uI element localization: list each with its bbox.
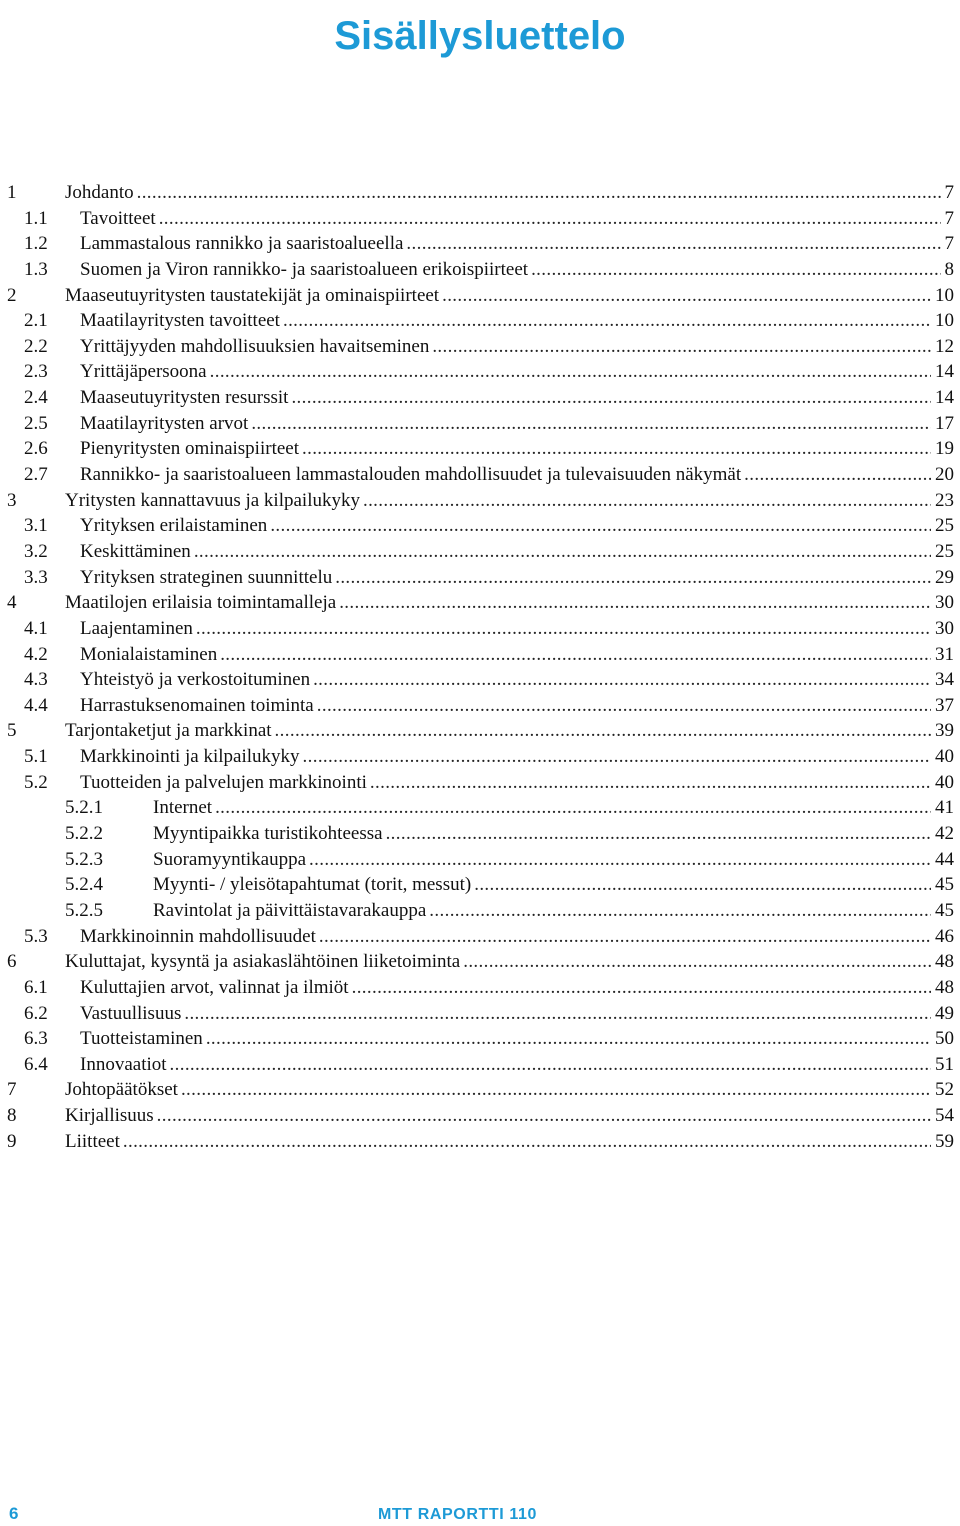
toc-entry-title: Harrastuksenomainen toiminta <box>80 694 314 716</box>
toc-dot-leader <box>275 718 931 744</box>
toc-dot-leader <box>170 1052 931 1078</box>
toc-entry[interactable] <box>0 642 960 668</box>
toc-entry[interactable] <box>0 1077 960 1103</box>
toc-dot-leader <box>270 513 931 539</box>
toc-entry-title: Maatilayritysten tavoitteet <box>80 310 280 332</box>
toc-entry-title: Tarjontaketjut ja markkinat <box>65 720 272 742</box>
toc-entry[interactable] <box>0 283 960 309</box>
toc-entry-page: 7 <box>944 207 954 229</box>
toc-entry-page: 51 <box>935 1053 954 1075</box>
toc-entry-page: 20 <box>935 464 954 486</box>
toc-entry-page: 14 <box>935 387 954 409</box>
toc-entry-title: Pienyritysten ominaispiirteet <box>80 438 299 460</box>
toc-entry-title: Kuluttajat, kysyntä ja asiakaslähtöinen liiketoiminta <box>65 951 461 973</box>
toc-entry-title: Maaseutuyritysten taustatekijät ja ominaispiirteet <box>65 284 440 306</box>
toc-entry[interactable] <box>0 436 960 462</box>
toc-entry-title: Kirjallisuus <box>65 1105 154 1127</box>
toc-entry-line <box>80 513 954 539</box>
toc-entry-number: 4.1 <box>24 617 48 639</box>
toc-entry-line <box>80 206 954 232</box>
toc-entry-title: Tuotteistaminen <box>80 1028 203 1050</box>
toc-entry-number: 2.7 <box>24 464 48 486</box>
toc-entry-page: 39 <box>935 720 954 742</box>
toc-entry-line <box>80 436 954 462</box>
toc-entry-line <box>65 949 954 975</box>
toc-dot-leader <box>137 180 941 206</box>
toc-entry-number: 5.2.2 <box>65 823 103 845</box>
toc-entry-number: 5.2.4 <box>65 874 103 896</box>
toc-entry[interactable] <box>0 488 960 514</box>
toc-entry-page: 8 <box>944 258 954 280</box>
toc-entry-page: 42 <box>935 823 954 845</box>
toc-dot-leader <box>181 1077 931 1103</box>
toc-entry-number: 5.1 <box>24 746 48 768</box>
toc-entry-line <box>80 385 954 411</box>
toc-dot-leader <box>206 1026 931 1052</box>
toc-entry[interactable] <box>0 847 960 873</box>
toc-entry-number: 2.5 <box>24 412 48 434</box>
toc-dot-leader <box>184 1001 931 1027</box>
toc-dot-leader <box>196 616 931 642</box>
toc-dot-leader <box>313 667 931 693</box>
toc-entry-number: 4.3 <box>24 669 48 691</box>
toc-entry[interactable] <box>0 616 960 642</box>
toc-dot-leader <box>442 283 931 309</box>
toc-entry-page: 14 <box>935 361 954 383</box>
toc-dot-leader <box>352 975 931 1001</box>
toc-entry-number: 2.6 <box>24 438 48 460</box>
toc-dot-leader <box>474 872 931 898</box>
toc-dot-leader <box>429 898 931 924</box>
toc-entry-title: Keskittäminen <box>80 540 191 562</box>
toc-entry-title: Lammastalous rannikko ja saaristoalueella <box>80 233 404 255</box>
toc-entry[interactable] <box>0 718 960 744</box>
toc-entry-title: Yritysten kannattavuus ja kilpailukyky <box>65 489 360 511</box>
toc-entry-page: 25 <box>935 515 954 537</box>
toc-dot-leader <box>215 795 931 821</box>
toc-entry-page: 10 <box>935 310 954 332</box>
toc-entry-title: Markkinointi ja kilpailukyky <box>80 746 300 768</box>
toc-entry-number: 9 <box>7 1130 17 1152</box>
toc-entry-line <box>80 565 954 591</box>
toc-dot-leader <box>335 565 931 591</box>
toc-entry[interactable] <box>0 385 960 411</box>
toc-entry-title: Yrittäjyyden mahdollisuuksien havaitseminen <box>80 335 430 357</box>
toc-dot-leader <box>251 411 931 437</box>
toc-entry[interactable] <box>0 821 960 847</box>
toc-entry-line <box>80 1026 954 1052</box>
toc-entry-title: Suoramyyntikauppa <box>153 848 307 870</box>
toc-entry[interactable] <box>0 667 960 693</box>
toc-entry-line <box>80 693 954 719</box>
toc-entry-line <box>80 411 954 437</box>
toc-entry-line <box>65 1129 954 1155</box>
toc-entry-page: 7 <box>944 182 954 203</box>
toc-entry[interactable] <box>0 898 960 924</box>
toc-entry-page: 40 <box>935 746 954 768</box>
toc-entry[interactable] <box>0 231 960 257</box>
toc-entry-title: Tavoitteet <box>80 207 156 229</box>
toc-entry-title: Yrityksen strateginen suunnittelu <box>80 566 333 588</box>
toc-entry-title: Kuluttajien arvot, valinnat ja ilmiöt <box>80 976 349 998</box>
toc-entry-number: 3.1 <box>24 515 48 537</box>
toc-dot-leader <box>531 257 940 283</box>
toc-dot-leader <box>432 334 931 360</box>
toc-entry[interactable] <box>0 308 960 334</box>
toc-entry-line <box>80 231 954 257</box>
toc-dot-leader <box>210 359 931 385</box>
toc-entry-page: 25 <box>935 540 954 562</box>
toc-entry-page: 23 <box>935 489 954 511</box>
toc-dot-leader <box>309 847 931 873</box>
toc-entry-page: 34 <box>935 669 954 691</box>
toc-entry-line <box>80 924 954 950</box>
toc-entry-number: 7 <box>7 1079 17 1101</box>
toc-entry-page: 30 <box>935 617 954 639</box>
toc-entry-page: 41 <box>935 797 954 819</box>
toc-entry-line <box>80 1052 954 1078</box>
table-of-contents <box>0 180 960 1154</box>
toc-entry-number: 1.2 <box>24 233 48 255</box>
toc-entry-line <box>65 488 954 514</box>
toc-entry-page: 48 <box>935 976 954 998</box>
toc-entry-line <box>80 616 954 642</box>
toc-entry-number: 6.2 <box>24 1002 48 1024</box>
toc-dot-leader <box>339 590 931 616</box>
toc-entry[interactable] <box>0 1001 960 1027</box>
toc-entry-page: 44 <box>935 848 954 870</box>
toc-dot-leader <box>291 385 931 411</box>
toc-dot-leader <box>283 308 931 334</box>
toc-entry-title: Maatilayritysten arvot <box>80 412 249 434</box>
toc-entry-page: 49 <box>935 1002 954 1024</box>
toc-entry-number: 5.2.5 <box>65 899 103 921</box>
toc-entry-title: Maatilojen erilaisia toimintamalleja <box>65 592 337 614</box>
toc-entry[interactable] <box>0 975 960 1001</box>
toc-entry-number: 5.2 <box>24 771 48 793</box>
toc-entry-title: Johtopäätökset <box>65 1079 178 1101</box>
toc-entry-number: 4.2 <box>24 643 48 665</box>
toc-entry-page: 37 <box>935 694 954 716</box>
toc-entry[interactable] <box>0 795 960 821</box>
toc-entry-line <box>153 872 954 898</box>
toc-entry[interactable] <box>0 872 960 898</box>
toc-entry-number: 6.4 <box>24 1053 48 1075</box>
toc-entry-number: 2.1 <box>24 310 48 332</box>
toc-entry-number: 1.3 <box>24 258 48 280</box>
toc-entry-page: 12 <box>935 335 954 357</box>
toc-entry-number: 1.1 <box>24 207 48 229</box>
toc-entry-line <box>80 744 954 770</box>
toc-entry-line <box>80 308 954 334</box>
toc-entry-number: 6.1 <box>24 976 48 998</box>
toc-entry-number: 8 <box>7 1105 17 1127</box>
toc-entry-line <box>80 257 954 283</box>
toc-entry-title: Markkinoinnin mahdollisuudet <box>80 925 316 947</box>
toc-entry[interactable] <box>0 565 960 591</box>
toc-entry[interactable] <box>0 590 960 616</box>
toc-entry-number: 2.4 <box>24 387 48 409</box>
toc-entry-number: 6.3 <box>24 1028 48 1050</box>
toc-entry-line <box>80 770 954 796</box>
toc-entry[interactable] <box>0 462 960 488</box>
toc-entry-title: Maaseutuyritysten resurssit <box>80 387 289 409</box>
toc-entry[interactable] <box>0 513 960 539</box>
toc-entry[interactable] <box>0 539 960 565</box>
toc-entry-number: 4 <box>7 592 17 614</box>
toc-entry-page: 30 <box>935 592 954 614</box>
toc-dot-leader <box>123 1129 931 1155</box>
toc-entry-title: Yhteistyö ja verkostoituminen <box>80 669 311 691</box>
toc-entry-line <box>65 718 954 744</box>
footer-page-number: 6 <box>9 1504 19 1523</box>
toc-entry-title: Vastuullisuus <box>80 1002 182 1024</box>
toc-entry-title: Innovaatiot <box>80 1053 167 1075</box>
footer-report-name: MTT RAPORTTI 110 <box>378 1506 537 1523</box>
toc-entry-line <box>80 334 954 360</box>
toc-dot-leader <box>319 924 931 950</box>
toc-entry-line <box>65 1103 954 1129</box>
toc-entry-page: 48 <box>935 951 954 973</box>
toc-entry[interactable] <box>0 949 960 975</box>
toc-entry-number: 3.3 <box>24 566 48 588</box>
toc-entry-page: 19 <box>935 438 954 460</box>
toc-entry-page: 29 <box>935 566 954 588</box>
toc-entry-title: Liitteet <box>65 1130 120 1152</box>
toc-dot-leader <box>303 744 931 770</box>
toc-entry-line <box>153 847 954 873</box>
toc-entry-page: 45 <box>935 874 954 896</box>
toc-entry-line <box>65 180 954 206</box>
toc-dot-leader <box>744 462 931 488</box>
toc-entry-line <box>80 539 954 565</box>
toc-entry-page: 7 <box>944 233 954 255</box>
toc-entry-title: Myyntipaikka turistikohteessa <box>153 823 383 845</box>
toc-dot-leader <box>363 488 931 514</box>
toc-entry-number: 2.3 <box>24 361 48 383</box>
toc-entry[interactable] <box>0 770 960 796</box>
toc-entry-title: Myynti- / yleisötapahtumat (torit, messut) <box>153 874 472 896</box>
toc-entry-line <box>80 359 954 385</box>
toc-entry[interactable] <box>0 359 960 385</box>
toc-entry-page: 40 <box>935 771 954 793</box>
toc-entry-line <box>80 1001 954 1027</box>
toc-dot-leader <box>159 206 941 232</box>
toc-entry[interactable] <box>0 206 960 232</box>
toc-entry-number: 2.2 <box>24 335 48 357</box>
toc-entry-title: Suomen ja Viron rannikko- ja saaristoalueen erikoispiirteet <box>80 258 529 280</box>
toc-entry-number: 5.3 <box>24 925 48 947</box>
toc-entry-page: 54 <box>935 1105 954 1127</box>
toc-entry[interactable] <box>0 1129 960 1155</box>
toc-entry-page: 46 <box>935 925 954 947</box>
toc-dot-leader <box>157 1103 931 1129</box>
toc-entry-page: 31 <box>935 643 954 665</box>
toc-entry-page: 59 <box>935 1130 954 1152</box>
toc-dot-leader <box>386 821 931 847</box>
toc-entry[interactable] <box>0 257 960 283</box>
toc-entry-title: Tuotteiden ja palvelujen markkinointi <box>80 771 367 793</box>
toc-entry[interactable] <box>0 744 960 770</box>
toc-entry-number: 5 <box>7 720 17 742</box>
toc-entry-title: Monialaistaminen <box>80 643 218 665</box>
toc-entry-title: Ravintolat ja päivittäistavarakauppa <box>153 899 427 921</box>
toc-entry-line <box>153 821 954 847</box>
toc-entry-page: 10 <box>935 284 954 306</box>
toc-entry[interactable] <box>0 334 960 360</box>
toc-dot-leader <box>220 642 931 668</box>
toc-entry[interactable] <box>0 180 960 206</box>
toc-entry-number: 5.2.1 <box>65 797 103 819</box>
toc-entry-line <box>153 898 954 924</box>
toc-entry-number: 1 <box>7 182 17 203</box>
page-title: Sisällysluettelo <box>334 14 626 58</box>
toc-dot-leader <box>302 436 931 462</box>
toc-entry-line <box>80 462 954 488</box>
toc-entry-line <box>80 975 954 1001</box>
toc-entry-page: 52 <box>935 1079 954 1101</box>
toc-entry-title: Yrityksen erilaistaminen <box>80 515 268 537</box>
toc-dot-leader <box>406 231 940 257</box>
toc-entry-line <box>65 590 954 616</box>
toc-dot-leader <box>194 539 931 565</box>
toc-entry-title: Laajentaminen <box>80 617 193 639</box>
toc-dot-leader <box>463 949 931 975</box>
toc-entry-title: Johdanto <box>65 182 134 203</box>
toc-entry-number: 3 <box>7 489 17 511</box>
toc-entry[interactable] <box>0 924 960 950</box>
toc-entry-line <box>65 283 954 309</box>
toc-entry[interactable] <box>0 1052 960 1078</box>
toc-entry-number: 6 <box>7 951 17 973</box>
toc-entry-page: 45 <box>935 899 954 921</box>
toc-entry-number: 2 <box>7 284 17 306</box>
toc-entry[interactable] <box>0 1026 960 1052</box>
toc-entry-number: 4.4 <box>24 694 48 716</box>
toc-entry-page: 50 <box>935 1028 954 1050</box>
toc-dot-leader <box>370 770 931 796</box>
toc-dot-leader <box>317 693 931 719</box>
toc-entry-number: 3.2 <box>24 540 48 562</box>
toc-entry[interactable] <box>0 1103 960 1129</box>
toc-entry-line <box>65 1077 954 1103</box>
toc-entry-line <box>153 795 954 821</box>
toc-entry[interactable] <box>0 693 960 719</box>
toc-entry-title: Yrittäjäpersoona <box>80 361 207 383</box>
toc-entry[interactable] <box>0 411 960 437</box>
toc-entry-line <box>80 667 954 693</box>
toc-entry-number: 5.2.3 <box>65 848 103 870</box>
toc-entry-page: 17 <box>935 412 954 434</box>
toc-entry-line <box>80 642 954 668</box>
toc-entry-title: Rannikko- ja saaristoalueen lammastalouden mahdollisuudet ja tulevaisuuden näkymät <box>80 464 742 486</box>
toc-entry-title: Internet <box>153 797 213 819</box>
